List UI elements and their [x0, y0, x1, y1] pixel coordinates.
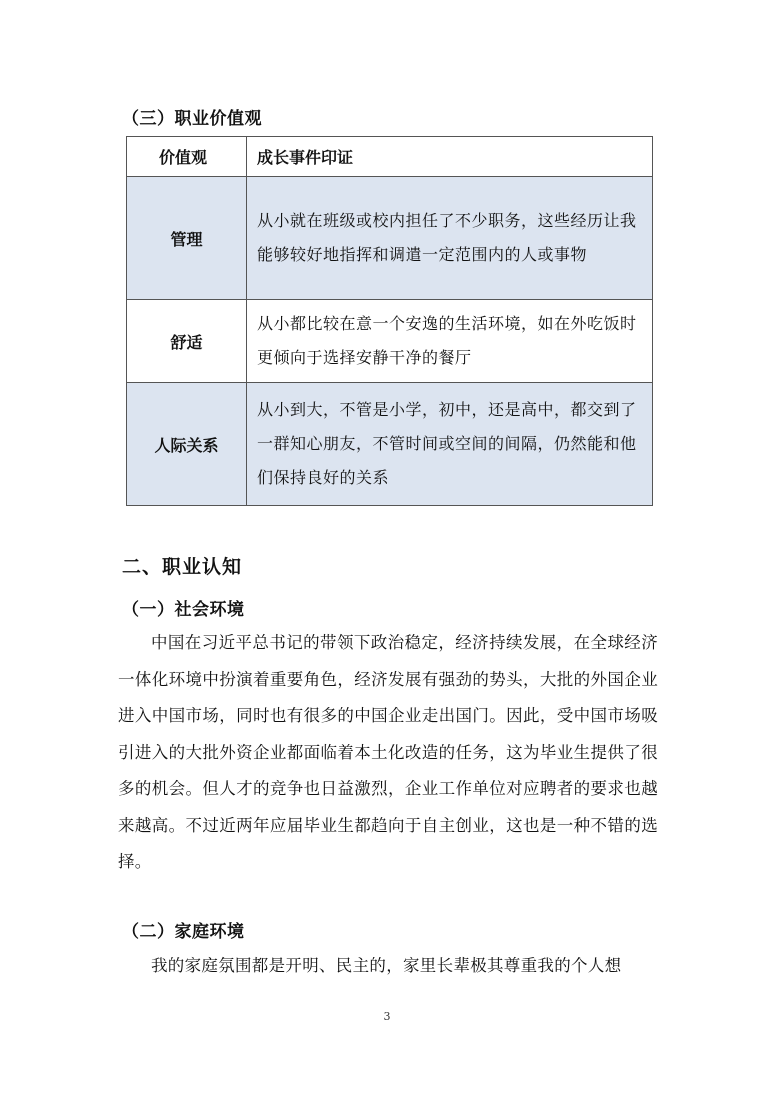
paragraph-social-environment: 中国在习近平总书记的带领下政治稳定，经济持续发展，在全球经济一体化环境中扮演着重要角色，经济发展有强劲的势头，大批的外国企业进入中国市场，同时也有很多的中国企业走出国门。因此，受中国市场吸引进入的大批外资企业都面临着本土化改造的任务，这为毕业生提供了很多的机会。但人才的竞争也日益激烈，企业工作单位对应聘者的要求也越来越高。不过近两年应届毕业生都趋向于自主创业，这也是一种不错的选择。: [118, 633, 658, 871]
table-cell-value: 舒适: [127, 300, 247, 383]
section-heading-career-cognition: 二、职业认知: [122, 556, 243, 578]
page-number: 3: [383, 1010, 391, 1023]
table-cell-value: 人际关系: [127, 383, 247, 506]
table-header-evidence: 成长事件印证: [247, 137, 653, 177]
section-heading-career-values: （三）职业价值观: [122, 109, 262, 129]
subsection-heading-social-environment: （一）社会环境: [122, 600, 245, 620]
table-row: [127, 300, 653, 383]
values-table: [126, 136, 653, 506]
paragraph-family-environment: 我的家庭氛围都是开明、民主的，家里长辈极其尊重我的个人想: [151, 956, 622, 975]
table-cell-value: 管理: [127, 177, 247, 300]
table-header-value: 价值观: [127, 137, 247, 177]
subsection-heading-family-environment: （二）家庭环境: [122, 922, 245, 942]
table-cell-evidence: 从小到大，不管是小学，初中，还是高中，都交到了一群知心朋友，不管时间或空间的间隔，仍然能和他们保持良好的关系: [247, 383, 653, 506]
table-cell-evidence: 从小就在班级或校内担任了不少职务，这些经历让我能够较好地指挥和调遣一定范围内的人或事物: [247, 177, 653, 300]
table-row: [127, 383, 653, 506]
table-row: [127, 177, 653, 300]
table-cell-evidence: 从小都比较在意一个安逸的生活环境，如在外吃饭时更倾向于选择安静干净的餐厅: [247, 300, 653, 383]
table-header-row: [127, 137, 653, 177]
